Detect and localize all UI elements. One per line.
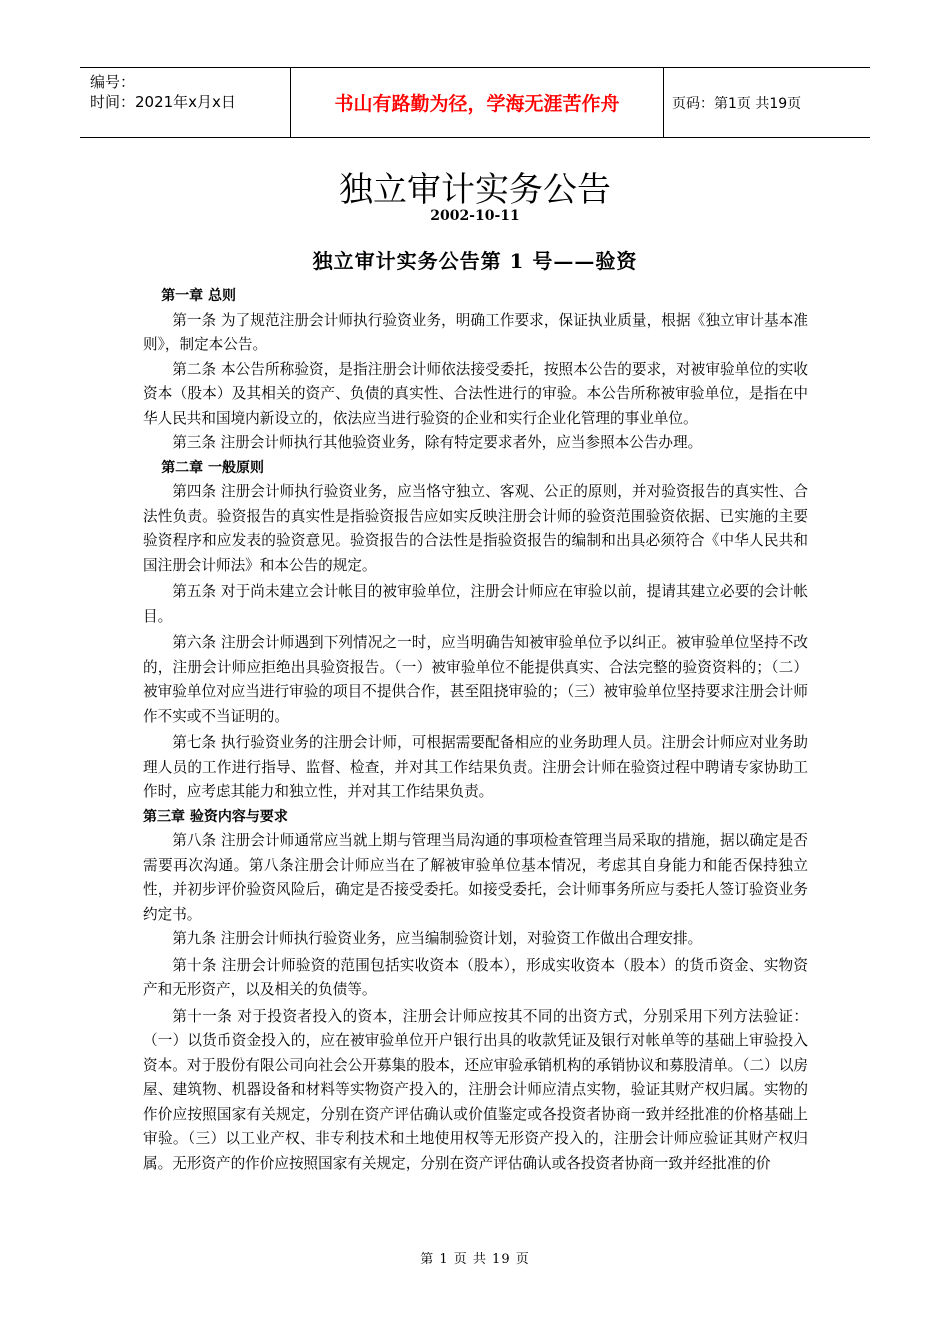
chapter-heading: 第一章 总则 bbox=[161, 288, 237, 304]
document-subtitle: 独立审计实务公告第 1 号——验资 bbox=[312, 249, 638, 273]
document-date: 2002-10-11 bbox=[430, 208, 520, 224]
chapter-heading: 第三章 验资内容与要求 bbox=[143, 808, 288, 825]
page-header bbox=[80, 67, 870, 138]
article-paragraph: 第七条 执行验资业务的注册会计师，可根据需要配备相应的业务助理人员。注册会计师应对业务助理人员的工作进行指导、监督、检查，并对其工作结果负责。注册会计师在验资过程中聘请专家协助工作时，应考虑其能力和独立性，并对其工作结果负责。 bbox=[143, 734, 808, 800]
article-paragraph: 第九条 注册会计师执行验资业务，应当编制验资计划，对验资工作做出合理安排。 bbox=[172, 930, 703, 947]
page-footer: 第 1 页 共 19 页 bbox=[420, 1252, 530, 1267]
header-page-label: 页码：第1页 共19页 bbox=[672, 95, 802, 112]
article-paragraph: 第六条 注册会计师遇到下列情况之一时，应当明确告知被审验单位予以纠正。被审验单位坚持不改的，注册会计师应拒绝出具验资报告。（一）被审验单位不能提供真实、合法完整的验资资料的；（二）被审验单位对应当进行审验的项目不提供合作，甚至阻挠审验的；（三）被审验单位坚持要求注册会计师作不实或不当证明的。 bbox=[143, 634, 808, 725]
article-paragraph: 第八条 注册会计师通常应当就上期与管理当局沟通的事项检查管理当局采取的措施，据以确定是否需要再次沟通。第八条注册会计师应当在了解被审验单位基本情况，考虑其自身能力和能否保持独立性，并初步评价验资风险后，确定是否接受委托。如接受委托，会计师事务所应与委托人签订验资业务约定书。 bbox=[143, 832, 808, 923]
document-number-label: 编号： bbox=[90, 73, 136, 91]
article-paragraph: 第十条 注册会计师验资的范围包括实收资本（股本），形成实收资本（股本）的货币资金、实物资产和无形资产，以及相关的负债等。 bbox=[143, 956, 808, 998]
header-info bbox=[80, 68, 290, 137]
article-paragraph: 第三条 注册会计师执行其他验资业务，除有特定要求者外，应当参照本公告办理。 bbox=[172, 434, 703, 451]
article-paragraph: 第十一条 对于投资者投入的资本，注册会计师应按其不同的出资方式，分别采用下列方法验证：（一）以货币资金投入的，应在被审验单位开户银行出具的收款凭证及银行对帐单等的基础上审验投入资本。对于股份有限公司向社会公开募集的股本，还应审验承销机构的承销协议和募股清单。（二）以房屋、建筑物、机器设备和材料等实物资产投入的，注册会计师应清点实物，验证其财产权归属。实物的作价应按照国家有关规定，分别在资产评估确认或价值鉴定或各投资者协商一致并经批准的价格基础上审验。（三）以工业产权、非专利技术和土地使用权等无形资产投入的，注册会计师应验证其财产权归属。无形资产的作价应按照国家有关规定，分别在资产评估确认或各投资者协商一致并经批准的价 bbox=[143, 1007, 808, 1172]
header-motto: 书山有路勤为径，学海无涯苦作舟 bbox=[290, 68, 664, 137]
chapter-heading: 第二章 一般原则 bbox=[161, 459, 265, 476]
article-paragraph: 第四条 注册会计师执行验资业务，应当恪守独立、客观、公正的原则，并对验资报告的真实性、合法性负责。验资报告的真实性是指验资报告应如实反映注册会计师的验资范围验资依据、已实施的主要验资程序和应发表的验资意见。验资报告的合法性是指验资报告的编制和出具必须符合《中华人民共和国注册会计师法》和本公告的规定。 bbox=[143, 483, 808, 574]
article-paragraph: 第二条 本公告所称验资，是指注册会计师依法接受委托，按照本公告的要求，对被审验单位的实收资本（股本）及其相关的资产、负债的真实性、合法性进行的审验。本公告所称被审验单位，是指在中华人民共和国境内新设立的，依法应当进行验资的企业和实行企业化管理的事业单位。 bbox=[143, 360, 808, 427]
document-title: 独立审计实务公告 bbox=[339, 170, 611, 210]
article-paragraph: 第一条 为了规范注册会计师执行验资业务，明确工作要求，保证执业质量，根据《独立审计基本准则》，制定本公告。 bbox=[143, 311, 808, 353]
article-paragraph: 第五条 对于尚未建立会计帐目的被审验单位，注册会计师应在审验以前，提请其建立必要的会计帐目。 bbox=[143, 583, 808, 625]
document-body bbox=[143, 284, 808, 1176]
document-time-label: 时间：2021年x月x日 bbox=[90, 93, 236, 111]
